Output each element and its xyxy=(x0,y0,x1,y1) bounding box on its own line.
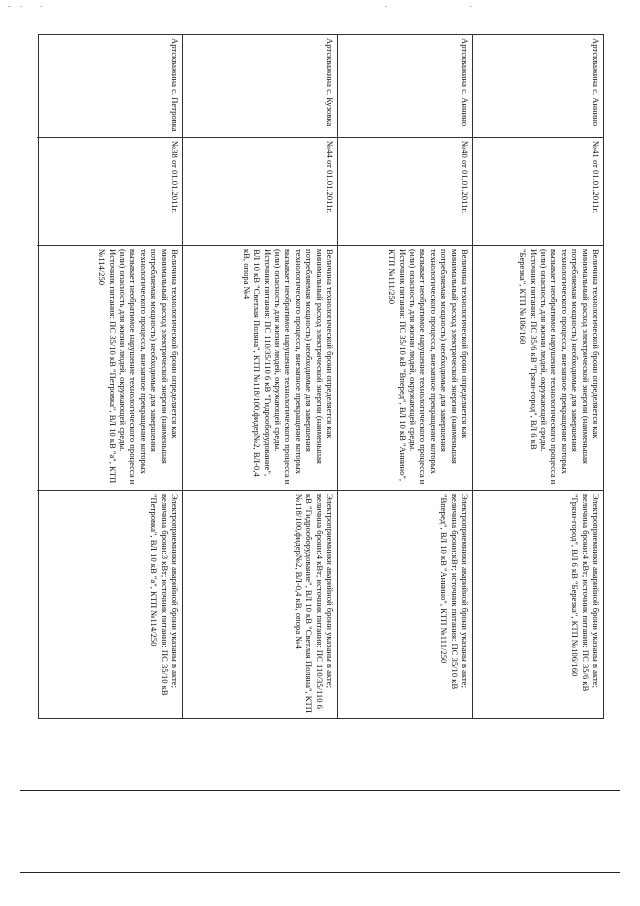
act-cell: №38 от 01.01.2011г. xyxy=(37,137,182,245)
table-row xyxy=(338,35,473,718)
emergency-reserve-cell: Электроприемники аварийной брони указаны в акте; величина брони:3 кВт; источник питания: ПС 35/10 кВ "Петровка", ВЛ 10 кВ "а", КТП №114/250 xyxy=(37,490,182,720)
facility-cell: Артскважина с. Петровка xyxy=(170,38,180,132)
rule-line xyxy=(20,790,620,791)
table-row xyxy=(183,35,338,718)
table-row xyxy=(37,35,183,718)
facility-cell: Артскважина с. Кузовка xyxy=(325,38,335,127)
emergency-reserve-cell: Электроприемники аварийной брони указаны в акте; величина брони:кВт; источник питания: ПС 35/10 кВ "Вперед", ВЛ 10 кВ "Аннино", КТП №111/250 xyxy=(338,490,472,720)
tech-reserve-cell: Величина технологической брони определяется как минимальный расход электрической энергии (наименьшая потребляемая мощность) необходимые для завершения технологического процесса, внезапное прекращение которых вызывает необратимое нарушение технологического процесса и (или) опасность для жизни людей, окружающей среды. Источник питания: ПС 35/10 кВ "Петровка", ВЛ 10 кВ "а", КТП №114/250 xyxy=(37,245,182,490)
emergency-reserve-cell: Электроприемники аварийной брони указаны в акте; величина брони:4 кВт; источник питания: ПС 110/35/110 6 кВ "Гидрооборудование", ВЛ 10 кВ "Светлая Поляна", КТП №118/100,фидер№2, ВЛ-0,4 кВ, опора №4 xyxy=(183,490,337,720)
facility-cell: Артскважина с. Аннино xyxy=(591,38,601,127)
emergency-reserve-cell: Электроприемники аварийной брони указаны в акте; величина брони:4 кВт; источник питания: ПС 35/6 кВ "Грязи-город", ВЛ 6 кВ "Березка", КТП №106/160 xyxy=(473,490,603,720)
reserve-table xyxy=(38,34,604,719)
table-row xyxy=(473,35,603,718)
act-cell: №40 от 01.01.2011г. xyxy=(338,137,472,245)
tech-reserve-cell: Величина технологической брони определяется как минимальный расход электрической энергии (наименьшая потребляемая мощность) необходимые для завершения технологического процесса, внезапное прекращение которых вызывает необратимое нарушение технологического процесса и (или) опасность для жизни людей, окружающей среды. Источник питания: ПС 35/6 кВ "Грязи-город", ВЛ 6 кВ "Березка", КТП №106/160 xyxy=(473,245,603,490)
rule-line xyxy=(20,872,620,873)
act-cell: №41 от 01.01.2011г. xyxy=(473,137,603,245)
facility-cell: Артскважина с. Аннино xyxy=(460,38,470,127)
tech-reserve-cell: Величина технологической брони определяется как минимальный расход электрической энергии (наименьшая потребляемая мощность) необходимые для завершения технологического процесса, внезапное прекращение которых вызывает необратимое нарушение технологического процесса и (или) опасность для жизни людей, окружающей среды. Источник питания: ПС 110/35/110 6 кВ "Гидрооборудование", ВЛ 10 кВ "Светлая Поляна", КТП №118/100,фидер№2, ВЛ-0,4 кВ, опора №4 xyxy=(183,245,337,490)
act-cell: №44 от 01.01.2011г. xyxy=(183,137,337,245)
tech-reserve-cell: Величина технологической брони определяется как минимальный расход электрической энергии (наименьшая потребляемая мощность) необходимые для завершения технологического процесса, внезапное прекращение которых вызывает необратимое нарушение технологического процесса и (или) опасность для жизни людей, окружающей среды. Источник питания: ПС 35/10 кВ "Вперед", ВЛ 10 кВ "Аннино", КТП №111/250 xyxy=(338,245,472,490)
